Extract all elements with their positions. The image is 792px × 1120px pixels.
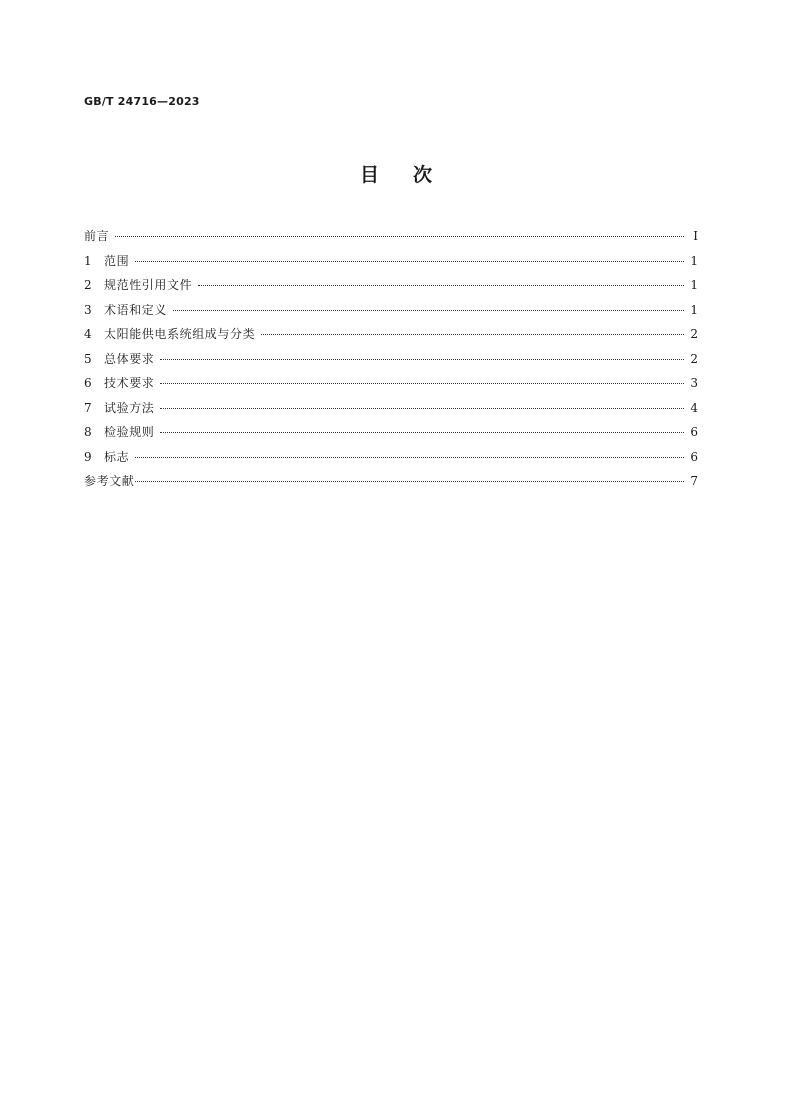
- toc-entry-5[interactable]: [84, 350, 698, 375]
- page-title: 目次: [359, 164, 466, 186]
- toc-entry-number: 7: [84, 400, 92, 415]
- toc-leader-dots: [115, 236, 684, 237]
- toc-entry-label: 规范性引用文件: [104, 278, 193, 292]
- toc-leader-dots: [135, 457, 684, 458]
- toc-entry-page: Ⅰ: [693, 229, 698, 243]
- toc-entry-label: 技术要求: [104, 376, 155, 390]
- toc-entry-9[interactable]: [84, 448, 698, 473]
- toc-entry-page: 1: [690, 278, 698, 292]
- standard-code: GB/T 24716—2023: [84, 95, 200, 108]
- toc-entry-page: 6: [690, 425, 698, 439]
- toc-entry-page: 1: [690, 302, 698, 317]
- toc-entry-number: 3: [84, 302, 92, 317]
- toc-entry-number: 8: [84, 425, 92, 439]
- toc-leader-dots: [160, 408, 684, 409]
- toc-entry-page: 1: [690, 253, 698, 268]
- toc-entry-preface[interactable]: [84, 227, 698, 252]
- toc-entry-page: 3: [690, 376, 698, 390]
- toc-entry-number: 5: [84, 351, 92, 366]
- toc-leader-dots: [198, 285, 684, 286]
- toc-entry-number: 9: [84, 449, 92, 464]
- toc-entry-6[interactable]: [84, 374, 698, 399]
- toc-leader-dots: [261, 334, 684, 335]
- toc-leader-dots: [135, 261, 684, 262]
- toc-entry-page: 2: [690, 327, 698, 341]
- toc-entry-8[interactable]: [84, 423, 698, 448]
- toc-entry-label: 范围: [104, 253, 130, 268]
- table-of-contents: [84, 227, 698, 497]
- toc-entry-label: 试验方法: [104, 400, 155, 415]
- toc-entry-label: 术语和定义: [104, 302, 168, 317]
- toc-leader-dots: [160, 432, 684, 433]
- toc-entry-7[interactable]: [84, 399, 698, 424]
- toc-entry-label: 总体要求: [104, 351, 155, 366]
- toc-leader-dots: [135, 481, 684, 482]
- toc-entry-label: 标志: [104, 449, 130, 464]
- toc-leader-dots: [160, 383, 684, 384]
- toc-entry-page: 4: [690, 400, 698, 415]
- toc-entry-label: 参考文献: [84, 474, 135, 488]
- toc-leader-dots: [173, 310, 684, 311]
- toc-entry-number: 1: [84, 253, 92, 268]
- toc-entry-2[interactable]: [84, 276, 698, 301]
- toc-entry-number: 6: [84, 376, 92, 390]
- toc-leader-dots: [160, 359, 684, 360]
- toc-entry-bibliography[interactable]: [84, 472, 698, 497]
- toc-entry-number: 4: [84, 327, 92, 341]
- toc-entry-number: 2: [84, 278, 92, 292]
- toc-entry-4[interactable]: [84, 325, 698, 350]
- toc-entry-page: 7: [690, 474, 698, 488]
- toc-entry-label: 前言: [84, 229, 110, 243]
- toc-entry-page: 6: [690, 449, 698, 464]
- toc-entry-label: 太阳能供电系统组成与分类: [104, 327, 256, 341]
- toc-entry-label: 检验规则: [104, 425, 155, 439]
- toc-entry-page: 2: [690, 351, 698, 366]
- toc-entry-3[interactable]: [84, 301, 698, 326]
- toc-entry-1[interactable]: [84, 252, 698, 277]
